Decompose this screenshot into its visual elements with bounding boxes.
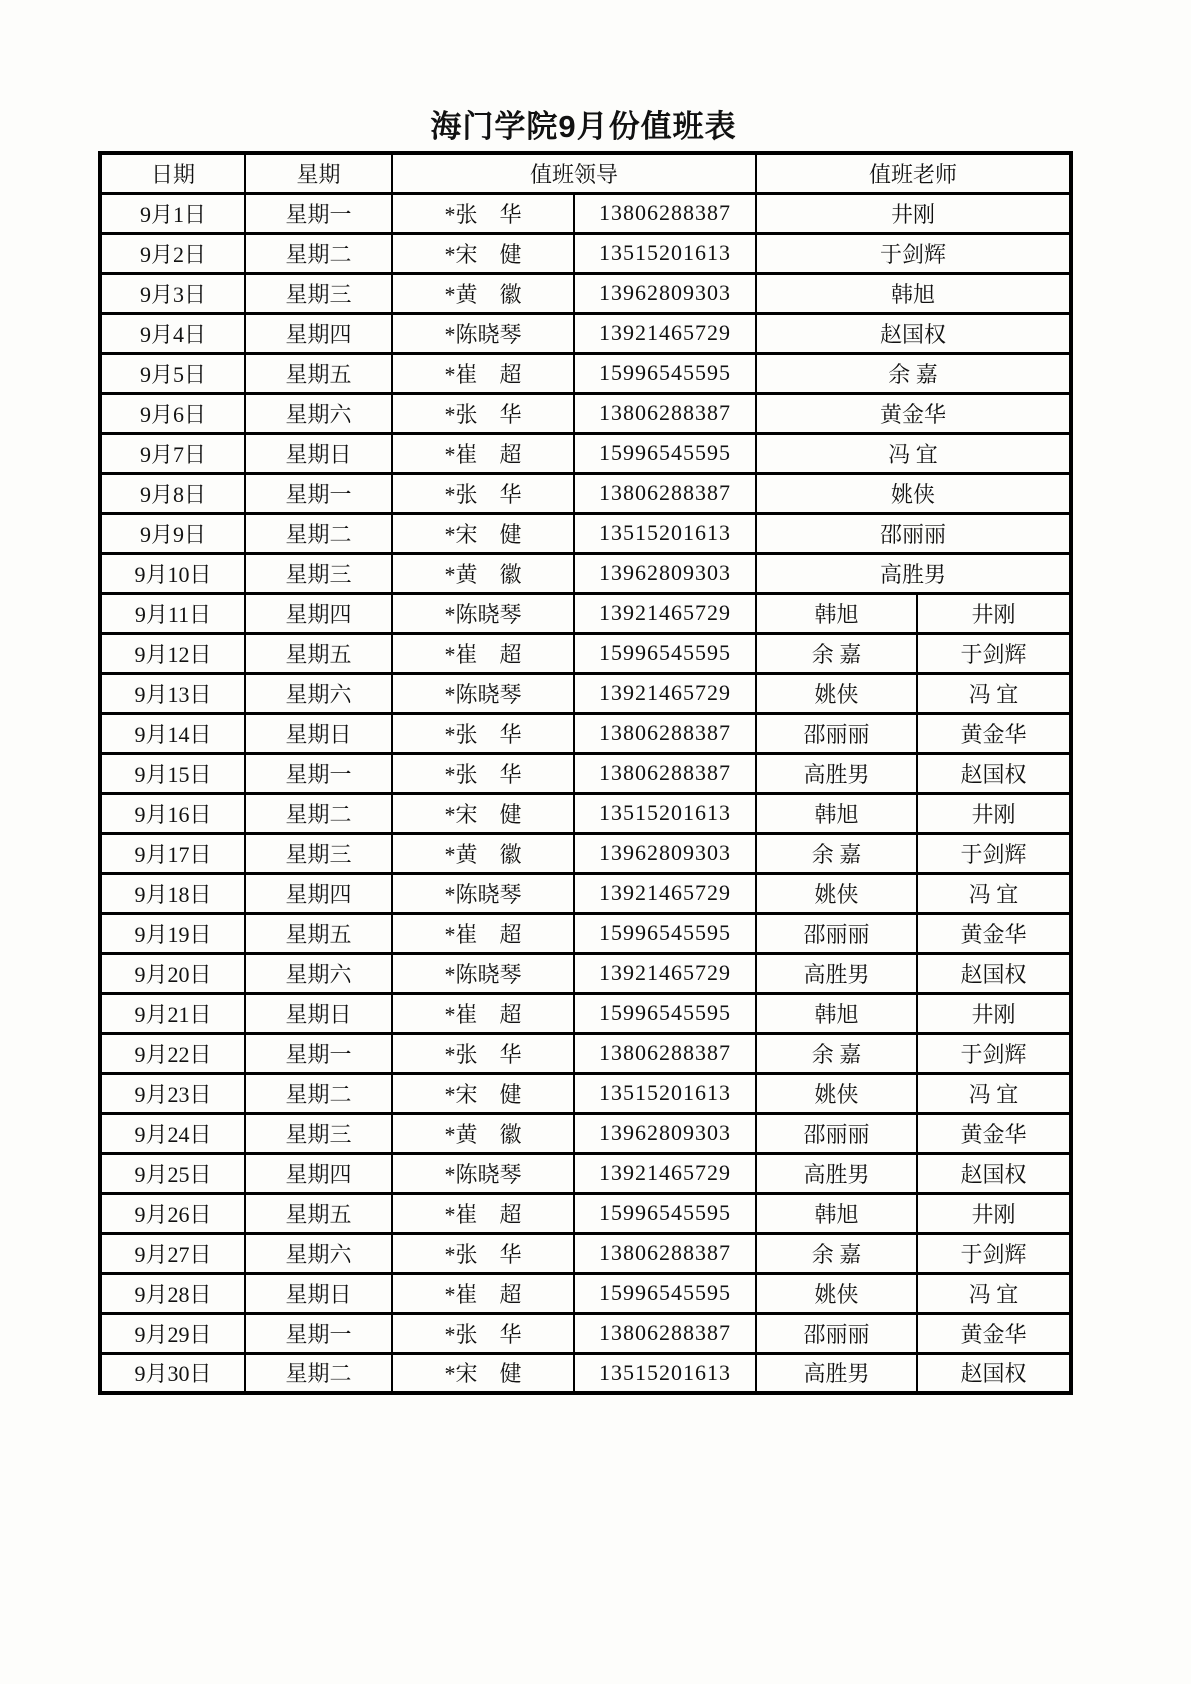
cell-teacher-primary: 冯 宜 — [756, 433, 1071, 473]
cell-leader-name: *张 华 — [392, 193, 574, 233]
cell-teacher-primary: 高胜男 — [756, 553, 1071, 593]
cell-teacher-primary: 韩旭 — [756, 273, 1071, 313]
cell-teacher-primary: 赵国权 — [756, 313, 1071, 353]
cell-weekday: 星期一 — [245, 753, 392, 793]
cell-weekday: 星期日 — [245, 713, 392, 753]
cell-leader-name: *张 华 — [392, 1033, 574, 1073]
cell-leader-name: *黄 徽 — [392, 1113, 574, 1153]
table-row — [100, 873, 1071, 913]
table-row — [100, 953, 1071, 993]
cell-leader-phone: 13515201613 — [574, 1353, 756, 1393]
cell-leader-phone: 13921465729 — [574, 313, 756, 353]
cell-teacher-primary: 姚侠 — [756, 1273, 917, 1313]
cell-date: 9月22日 — [100, 1033, 245, 1073]
cell-weekday: 星期三 — [245, 553, 392, 593]
duty-roster — [98, 151, 1069, 1395]
cell-teacher-secondary: 冯 宜 — [917, 673, 1071, 713]
table-row — [100, 1113, 1071, 1153]
cell-leader-phone: 13806288387 — [574, 473, 756, 513]
cell-weekday: 星期四 — [245, 593, 392, 633]
cell-date: 9月4日 — [100, 313, 245, 353]
cell-teacher-secondary: 井刚 — [917, 593, 1071, 633]
cell-date: 9月13日 — [100, 673, 245, 713]
cell-teacher-primary: 余 嘉 — [756, 633, 917, 673]
cell-teacher-primary: 余 嘉 — [756, 833, 917, 873]
cell-date: 9月10日 — [100, 553, 245, 593]
cell-leader-name: *陈晓琴 — [392, 593, 574, 633]
cell-weekday: 星期一 — [245, 1033, 392, 1073]
cell-date: 9月12日 — [100, 633, 245, 673]
cell-teacher-primary: 邵丽丽 — [756, 1113, 917, 1153]
cell-date: 9月19日 — [100, 913, 245, 953]
duty-table-body — [100, 193, 1071, 1393]
cell-teacher-secondary: 于剑辉 — [917, 833, 1071, 873]
cell-date: 9月26日 — [100, 1193, 245, 1233]
cell-leader-phone: 13515201613 — [574, 1073, 756, 1113]
cell-leader-phone: 15996545595 — [574, 993, 756, 1033]
cell-teacher-primary: 邵丽丽 — [756, 713, 917, 753]
cell-leader-name: *宋 健 — [392, 1353, 574, 1393]
cell-date: 9月9日 — [100, 513, 245, 553]
cell-leader-phone: 15996545595 — [574, 353, 756, 393]
cell-date: 9月15日 — [100, 753, 245, 793]
cell-leader-phone: 15996545595 — [574, 433, 756, 473]
cell-leader-phone: 15996545595 — [574, 1193, 756, 1233]
table-row — [100, 833, 1071, 873]
cell-leader-name: *黄 徽 — [392, 833, 574, 873]
cell-weekday: 星期日 — [245, 1273, 392, 1313]
cell-date: 9月18日 — [100, 873, 245, 913]
cell-leader-name: *崔 超 — [392, 353, 574, 393]
cell-leader-name: *陈晓琴 — [392, 953, 574, 993]
table-row — [100, 1193, 1071, 1233]
table-row — [100, 1153, 1071, 1193]
cell-leader-name: *黄 徽 — [392, 273, 574, 313]
cell-teacher-secondary: 井刚 — [917, 1193, 1071, 1233]
cell-date: 9月11日 — [100, 593, 245, 633]
cell-teacher-primary: 高胜男 — [756, 953, 917, 993]
cell-date: 9月6日 — [100, 393, 245, 433]
cell-teacher-primary: 高胜男 — [756, 1353, 917, 1393]
cell-teacher-primary: 韩旭 — [756, 993, 917, 1033]
cell-date: 9月21日 — [100, 993, 245, 1033]
cell-leader-phone: 13806288387 — [574, 1313, 756, 1353]
table-row — [100, 1233, 1071, 1273]
cell-leader-name: *张 华 — [392, 713, 574, 753]
cell-date: 9月5日 — [100, 353, 245, 393]
cell-leader-name: *崔 超 — [392, 913, 574, 953]
cell-leader-phone: 13921465729 — [574, 673, 756, 713]
cell-teacher-secondary: 黄金华 — [917, 1113, 1071, 1153]
cell-teacher-secondary: 井刚 — [917, 993, 1071, 1033]
cell-leader-name: *宋 健 — [392, 793, 574, 833]
table-row — [100, 313, 1071, 353]
cell-leader-name: *宋 健 — [392, 233, 574, 273]
cell-leader-name: *张 华 — [392, 1233, 574, 1273]
table-row — [100, 513, 1071, 553]
table-row — [100, 673, 1071, 713]
header-weekday: 星期 — [245, 153, 392, 193]
cell-weekday: 星期三 — [245, 273, 392, 313]
cell-date: 9月8日 — [100, 473, 245, 513]
cell-teacher-primary: 邵丽丽 — [756, 913, 917, 953]
cell-date: 9月16日 — [100, 793, 245, 833]
cell-teacher-primary: 余 嘉 — [756, 1233, 917, 1273]
cell-leader-phone: 15996545595 — [574, 913, 756, 953]
cell-leader-name: *张 华 — [392, 1313, 574, 1353]
cell-teacher-primary: 余 嘉 — [756, 353, 1071, 393]
cell-date: 9月17日 — [100, 833, 245, 873]
cell-date: 9月7日 — [100, 433, 245, 473]
cell-weekday: 星期四 — [245, 873, 392, 913]
cell-teacher-secondary: 于剑辉 — [917, 1033, 1071, 1073]
cell-teacher-secondary: 冯 宜 — [917, 873, 1071, 913]
cell-weekday: 星期二 — [245, 1073, 392, 1113]
cell-teacher-primary: 邵丽丽 — [756, 1313, 917, 1353]
cell-leader-name: *陈晓琴 — [392, 1153, 574, 1193]
cell-weekday: 星期二 — [245, 793, 392, 833]
cell-teacher-primary: 余 嘉 — [756, 1033, 917, 1073]
cell-weekday: 星期日 — [245, 433, 392, 473]
table-row — [100, 913, 1071, 953]
cell-leader-phone: 13515201613 — [574, 513, 756, 553]
cell-leader-phone: 13806288387 — [574, 393, 756, 433]
cell-leader-name: *崔 超 — [392, 633, 574, 673]
cell-teacher-primary: 韩旭 — [756, 1193, 917, 1233]
cell-teacher-secondary: 黄金华 — [917, 913, 1071, 953]
cell-leader-phone: 13921465729 — [574, 1153, 756, 1193]
cell-weekday: 星期五 — [245, 913, 392, 953]
cell-date: 9月1日 — [100, 193, 245, 233]
cell-leader-name: *崔 超 — [392, 433, 574, 473]
table-row — [100, 993, 1071, 1033]
cell-weekday: 星期六 — [245, 393, 392, 433]
cell-weekday: 星期六 — [245, 1233, 392, 1273]
cell-teacher-secondary: 井刚 — [917, 793, 1071, 833]
cell-leader-phone: 13962809303 — [574, 553, 756, 593]
cell-weekday: 星期六 — [245, 953, 392, 993]
cell-weekday: 星期四 — [245, 313, 392, 353]
duty-roster-table — [98, 151, 1073, 1395]
cell-teacher-secondary: 于剑辉 — [917, 1233, 1071, 1273]
cell-teacher-primary: 邵丽丽 — [756, 513, 1071, 553]
header-duty-teacher: 值班老师 — [756, 153, 1071, 193]
cell-teacher-secondary: 黄金华 — [917, 1313, 1071, 1353]
page-title: 海门学院9月份值班表 — [430, 109, 737, 144]
cell-teacher-primary: 高胜男 — [756, 753, 917, 793]
cell-leader-phone: 13962809303 — [574, 833, 756, 873]
cell-teacher-secondary: 于剑辉 — [917, 633, 1071, 673]
cell-teacher-primary: 高胜男 — [756, 1153, 917, 1193]
cell-date: 9月27日 — [100, 1233, 245, 1273]
cell-leader-name: *陈晓琴 — [392, 673, 574, 713]
header-date: 日期 — [100, 153, 245, 193]
cell-date: 9月20日 — [100, 953, 245, 993]
cell-leader-phone: 13806288387 — [574, 753, 756, 793]
cell-teacher-secondary: 黄金华 — [917, 713, 1071, 753]
cell-leader-name: *张 华 — [392, 393, 574, 433]
table-row — [100, 393, 1071, 433]
cell-leader-name: *张 华 — [392, 753, 574, 793]
cell-weekday: 星期日 — [245, 993, 392, 1033]
cell-teacher-primary: 韩旭 — [756, 793, 917, 833]
cell-teacher-primary: 韩旭 — [756, 593, 917, 633]
cell-teacher-primary: 姚侠 — [756, 473, 1071, 513]
table-row — [100, 593, 1071, 633]
cell-teacher-secondary: 冯 宜 — [917, 1273, 1071, 1313]
cell-leader-phone: 13962809303 — [574, 1113, 756, 1153]
cell-date: 9月24日 — [100, 1113, 245, 1153]
cell-weekday: 星期二 — [245, 513, 392, 553]
cell-teacher-secondary: 赵国权 — [917, 753, 1071, 793]
table-row — [100, 793, 1071, 833]
cell-weekday: 星期五 — [245, 353, 392, 393]
table-row — [100, 1273, 1071, 1313]
cell-leader-phone: 15996545595 — [574, 633, 756, 673]
header-row — [100, 153, 1071, 193]
cell-date: 9月14日 — [100, 713, 245, 753]
table-row — [100, 633, 1071, 673]
cell-leader-name: *宋 健 — [392, 513, 574, 553]
table-row — [100, 353, 1071, 393]
cell-leader-name: *黄 徽 — [392, 553, 574, 593]
cell-leader-phone: 13515201613 — [574, 233, 756, 273]
cell-date: 9月25日 — [100, 1153, 245, 1193]
table-row — [100, 713, 1071, 753]
cell-weekday: 星期五 — [245, 1193, 392, 1233]
table-row — [100, 473, 1071, 513]
cell-weekday: 星期一 — [245, 473, 392, 513]
cell-leader-phone: 13921465729 — [574, 593, 756, 633]
cell-leader-phone: 13806288387 — [574, 1033, 756, 1073]
table-row — [100, 233, 1071, 273]
cell-weekday: 星期二 — [245, 233, 392, 273]
cell-leader-name: *崔 超 — [392, 1273, 574, 1313]
cell-date: 9月2日 — [100, 233, 245, 273]
table-row — [100, 1073, 1071, 1113]
cell-date: 9月23日 — [100, 1073, 245, 1113]
cell-weekday: 星期四 — [245, 1153, 392, 1193]
cell-date: 9月28日 — [100, 1273, 245, 1313]
cell-teacher-secondary: 赵国权 — [917, 1153, 1071, 1193]
cell-weekday: 星期五 — [245, 633, 392, 673]
cell-leader-phone: 13921465729 — [574, 953, 756, 993]
cell-weekday: 星期六 — [245, 673, 392, 713]
cell-weekday: 星期一 — [245, 193, 392, 233]
table-row — [100, 273, 1071, 313]
cell-leader-phone: 13806288387 — [574, 1233, 756, 1273]
cell-teacher-secondary: 冯 宜 — [917, 1073, 1071, 1113]
cell-leader-phone: 15996545595 — [574, 1273, 756, 1313]
cell-teacher-primary: 姚侠 — [756, 873, 917, 913]
table-row — [100, 753, 1071, 793]
cell-weekday: 星期二 — [245, 1353, 392, 1393]
table-row — [100, 433, 1071, 473]
cell-leader-phone: 13806288387 — [574, 713, 756, 753]
cell-leader-phone: 13515201613 — [574, 793, 756, 833]
cell-leader-name: *崔 超 — [392, 1193, 574, 1233]
table-row — [100, 193, 1071, 233]
cell-leader-name: *张 华 — [392, 473, 574, 513]
cell-weekday: 星期三 — [245, 1113, 392, 1153]
table-row — [100, 1033, 1071, 1073]
table-row — [100, 1313, 1071, 1353]
cell-teacher-primary: 姚侠 — [756, 673, 917, 713]
cell-date: 9月30日 — [100, 1353, 245, 1393]
cell-teacher-secondary: 赵国权 — [917, 1353, 1071, 1393]
cell-leader-phone: 13806288387 — [574, 193, 756, 233]
cell-leader-name: *宋 健 — [392, 1073, 574, 1113]
table-row — [100, 1353, 1071, 1393]
cell-leader-phone: 13921465729 — [574, 873, 756, 913]
table-row — [100, 553, 1071, 593]
cell-leader-name: *崔 超 — [392, 993, 574, 1033]
cell-teacher-primary: 于剑辉 — [756, 233, 1071, 273]
cell-weekday: 星期三 — [245, 833, 392, 873]
cell-teacher-primary: 井刚 — [756, 193, 1071, 233]
cell-teacher-primary: 姚侠 — [756, 1073, 917, 1113]
cell-leader-phone: 13962809303 — [574, 273, 756, 313]
cell-teacher-secondary: 赵国权 — [917, 953, 1071, 993]
header-duty-leader: 值班领导 — [392, 153, 756, 193]
cell-leader-name: *陈晓琴 — [392, 313, 574, 353]
cell-date: 9月3日 — [100, 273, 245, 313]
cell-teacher-primary: 黄金华 — [756, 393, 1071, 433]
cell-date: 9月29日 — [100, 1313, 245, 1353]
cell-leader-name: *陈晓琴 — [392, 873, 574, 913]
cell-weekday: 星期一 — [245, 1313, 392, 1353]
